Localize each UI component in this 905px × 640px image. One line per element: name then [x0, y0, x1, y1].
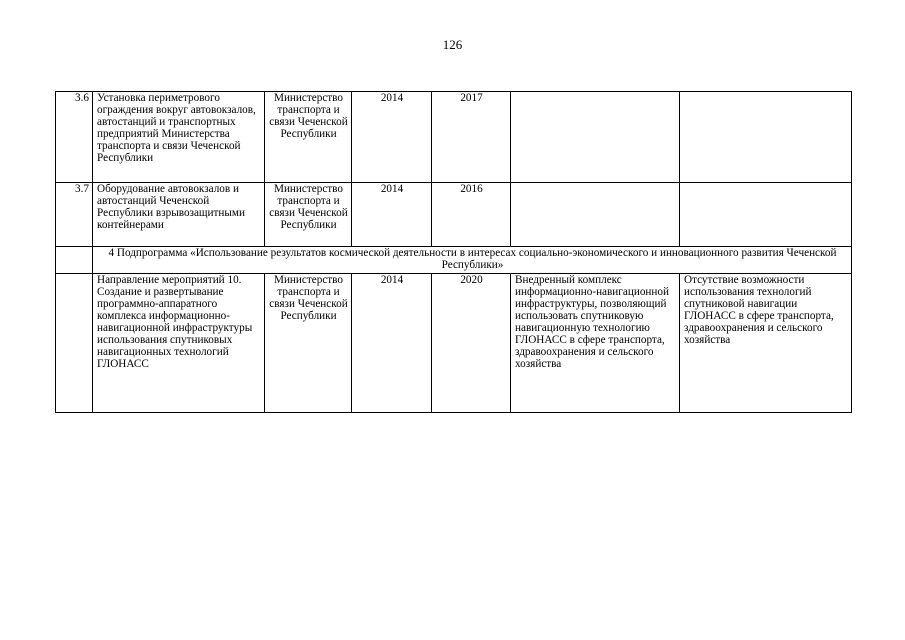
end-year: 2020 — [432, 274, 511, 413]
empty-number-cell — [56, 247, 93, 274]
executor: Министерство транспорта и связи Чеченской Республики — [265, 274, 352, 413]
start-year: 2014 — [352, 274, 432, 413]
measure-name: Установка периметрового ограждения вокруг автовокзалов, автостанций и транспортных предприятий Министерства транспорта и связи Чеченской Республики — [93, 92, 265, 183]
row-number — [56, 274, 93, 413]
executor: Министерство транспорта и связи Чеченской Республики — [265, 92, 352, 183]
measure-name: Оборудование автовокзалов и автостанций Чеченской Республики взрывозащитными контейнерами — [93, 183, 265, 247]
end-year: 2016 — [432, 183, 511, 247]
measures-table — [55, 91, 852, 413]
expected-result — [511, 183, 680, 247]
start-year: 2014 — [352, 183, 432, 247]
expected-result — [511, 92, 680, 183]
start-year: 2014 — [352, 92, 432, 183]
consequence — [680, 92, 852, 183]
measure-name: Направление мероприятий 10. Создание и развертывание программно-аппаратного комплекса информационно-навигационной инфраструктуры использования спутниковых навигационных технологий ГЛОНАСС — [93, 274, 265, 413]
table-row — [56, 92, 852, 183]
row-number: 3.7 — [56, 183, 93, 247]
expected-result: Внедренный комплекс информационно-навигационной инфраструктуры, позволяющий использовать спутниковую навигационную технологию ГЛОНАСС в сфере транспорта, здравоохранения и сельского хозяйства — [511, 274, 680, 413]
page-number: 126 — [442, 37, 463, 52]
consequence: Отсутствие возможности использования технологий спутниковой навигации ГЛОНАСС в сфере транспорта, здравоохранения и сельского хозяйства — [680, 274, 852, 413]
table-row — [56, 274, 852, 413]
subprogram-title: 4 Подпрограмма «Использование результатов космической деятельности в интересах социально-экономического и инновационного развития Чеченской Республики» — [93, 247, 852, 274]
row-number: 3.6 — [56, 92, 93, 183]
consequence — [680, 183, 852, 247]
executor: Министерство транспорта и связи Чеченской Республики — [265, 183, 352, 247]
subprogram-row — [56, 247, 852, 274]
end-year: 2017 — [432, 92, 511, 183]
table-row — [56, 183, 852, 247]
